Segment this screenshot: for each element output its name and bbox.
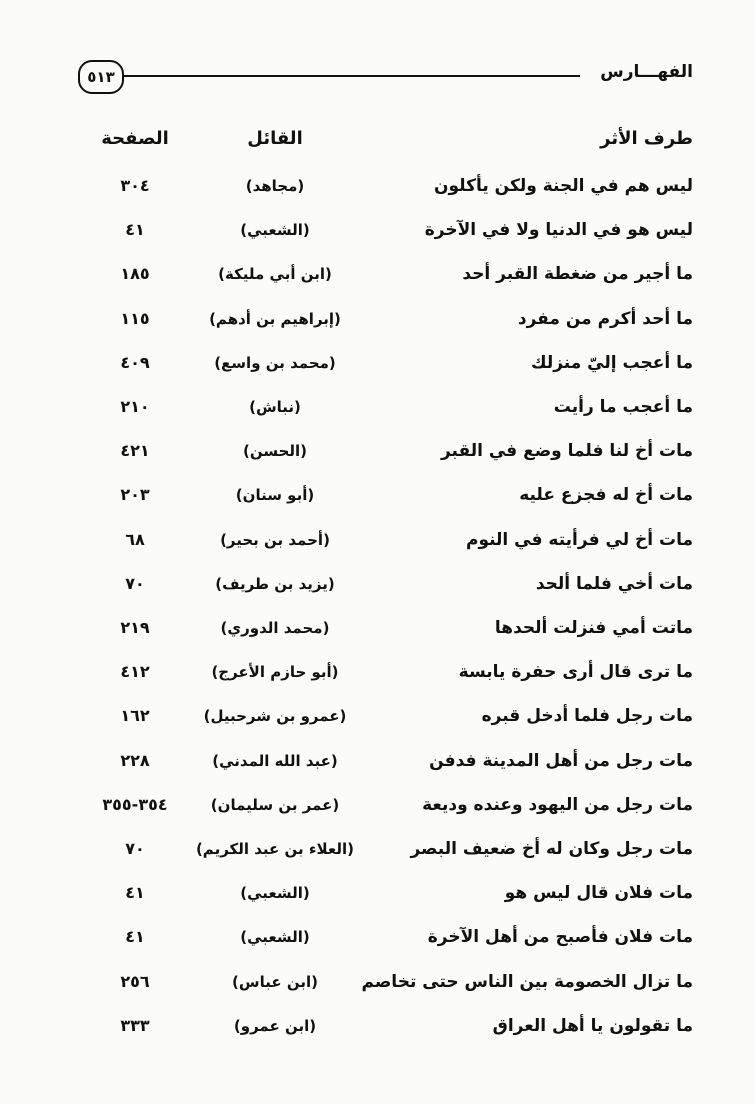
phrase-cell: مات أخ له فجزع عليه bbox=[519, 485, 693, 506]
phrase-cell: مات أخ لي فرأيته في النوم bbox=[465, 529, 693, 550]
table-row bbox=[0, 252, 755, 296]
speaker-cell: (عبد الله المدني) bbox=[212, 751, 338, 770]
page-cell: ٢٥٦ bbox=[120, 971, 150, 991]
page-cell: ٢٠٣ bbox=[120, 485, 150, 505]
speaker-cell: (نباش) bbox=[249, 398, 301, 416]
phrase-cell: ما تقولون يا أهل العراق bbox=[492, 1015, 693, 1036]
page-cell: ٤٢١ bbox=[120, 441, 150, 461]
table-row bbox=[0, 871, 755, 915]
phrase-cell: مات أخ لنا فلما وضع في القبر bbox=[440, 441, 693, 462]
page-cell: ٤١ bbox=[125, 883, 145, 903]
table-row bbox=[0, 208, 755, 252]
page-cell: ٢٢٨ bbox=[120, 750, 150, 770]
phrase-cell: ليس هو في الدنيا ولا في الآخرة bbox=[424, 220, 693, 241]
table-row bbox=[0, 562, 755, 606]
table-row bbox=[0, 518, 755, 562]
table-row bbox=[0, 606, 755, 650]
page-header bbox=[0, 0, 755, 110]
speaker-cell: (أحمد بن بحير) bbox=[220, 530, 330, 549]
speaker-cell: (عمرو بن شرحبيل) bbox=[203, 707, 347, 726]
page-cell: ١٨٥ bbox=[120, 264, 150, 284]
phrase-cell: ما تزال الخصومة بين الناس حتى تخاصم bbox=[361, 971, 693, 992]
page-cell: ١١٥ bbox=[120, 308, 150, 328]
table-row bbox=[0, 694, 755, 738]
table-row bbox=[0, 650, 755, 694]
page-number: ٥١٣ bbox=[78, 60, 124, 94]
speaker-cell: (الشعبي) bbox=[240, 928, 310, 947]
page-cell: ٣٣٣ bbox=[120, 1015, 150, 1035]
speaker-cell: (محمد بن واسع) bbox=[214, 353, 336, 372]
table-row bbox=[0, 297, 755, 341]
speaker-cell: (ابن عباس) bbox=[232, 972, 318, 991]
table-row bbox=[0, 429, 755, 473]
running-title: الفهـــارس bbox=[600, 62, 693, 82]
phrase-cell: ليس هم في الجنة ولكن يأكلون bbox=[433, 176, 693, 196]
speaker-cell: (إبراهيم بن أدهم) bbox=[209, 309, 341, 328]
table-row bbox=[0, 827, 755, 871]
speaker-cell: (الحسن) bbox=[242, 442, 308, 461]
speaker-cell: (مجاهد) bbox=[245, 177, 305, 195]
page-cell: ٤١ bbox=[125, 220, 145, 240]
table-row bbox=[0, 915, 755, 959]
page-cell: ٣٠٤ bbox=[120, 176, 150, 195]
phrase-cell: ما أعجب إليّ منزلك bbox=[530, 352, 693, 373]
phrase-cell: مات رجل فلما أدخل قبره bbox=[481, 706, 693, 727]
phrase-cell: مات رجل من أهل المدينة فدفن bbox=[429, 750, 693, 771]
phrase-cell: مات رجل وكان له أخ ضعيف البصر bbox=[410, 839, 693, 859]
page-cell: ٧٠ bbox=[125, 839, 145, 858]
column-header-phrase: طرف الأثر bbox=[600, 128, 693, 149]
phrase-cell: ماتت أمي فنزلت ألحدها bbox=[494, 618, 693, 638]
speaker-cell: (ابن عمرو) bbox=[233, 1016, 317, 1035]
table-row bbox=[0, 473, 755, 517]
table-row bbox=[0, 960, 755, 1004]
speaker-cell: (يزيد بن طريف) bbox=[215, 574, 335, 593]
column-header-speaker: القائل bbox=[247, 128, 303, 149]
table-row bbox=[0, 164, 755, 208]
page-cell: ١٦٢ bbox=[120, 706, 150, 726]
phrase-cell: ما ترى قال أرى حفرة يابسة bbox=[458, 662, 693, 683]
table-row bbox=[0, 739, 755, 783]
page-cell: ٧٠ bbox=[125, 573, 145, 593]
phrase-cell: مات فلان قال ليس هو bbox=[504, 883, 693, 904]
phrase-cell: مات رجل من اليهود وعنده وديعة bbox=[422, 794, 693, 815]
header-rule bbox=[122, 75, 580, 77]
column-header-page: الصفحة bbox=[101, 128, 169, 149]
phrase-cell: مات فلان فأصبح من أهل الآخرة bbox=[427, 927, 693, 948]
speaker-cell: (العلاء بن عبد الكريم) bbox=[195, 840, 355, 858]
speaker-cell: (محمد الدوري) bbox=[220, 619, 330, 637]
speaker-cell: (أبو حازم الأعرج) bbox=[211, 663, 339, 682]
table-row bbox=[0, 783, 755, 827]
page-cell: ٤١ bbox=[125, 927, 145, 947]
speaker-cell: (أبو سنان) bbox=[235, 486, 315, 505]
page-cell: ٤٠٩ bbox=[120, 352, 150, 372]
page-cell: ٤١٢ bbox=[120, 662, 150, 682]
phrase-cell: ما أعجب ما رأيت bbox=[553, 397, 693, 417]
page-cell: ٣٥٤-٣٥٥ bbox=[102, 794, 168, 814]
phrase-cell: ما أجير من ضغطة القبر أحد bbox=[462, 264, 693, 285]
table-row bbox=[0, 1004, 755, 1048]
page-cell: ٦٨ bbox=[125, 529, 145, 549]
page-cell: ٢١٩ bbox=[120, 618, 150, 637]
speaker-cell: (ابن أبي مليكة) bbox=[218, 265, 332, 284]
page-cell: ٢١٠ bbox=[120, 397, 150, 416]
speaker-cell: (الشعبي) bbox=[240, 221, 310, 240]
phrase-cell: مات أخي فلما ألحد bbox=[535, 573, 693, 594]
table-row bbox=[0, 341, 755, 385]
table-row bbox=[0, 385, 755, 429]
speaker-cell: (عمر بن سليمان) bbox=[210, 795, 340, 814]
phrase-cell: ما أحد أكرم من مفرد bbox=[517, 308, 693, 329]
speaker-cell: (الشعبي) bbox=[240, 884, 310, 903]
